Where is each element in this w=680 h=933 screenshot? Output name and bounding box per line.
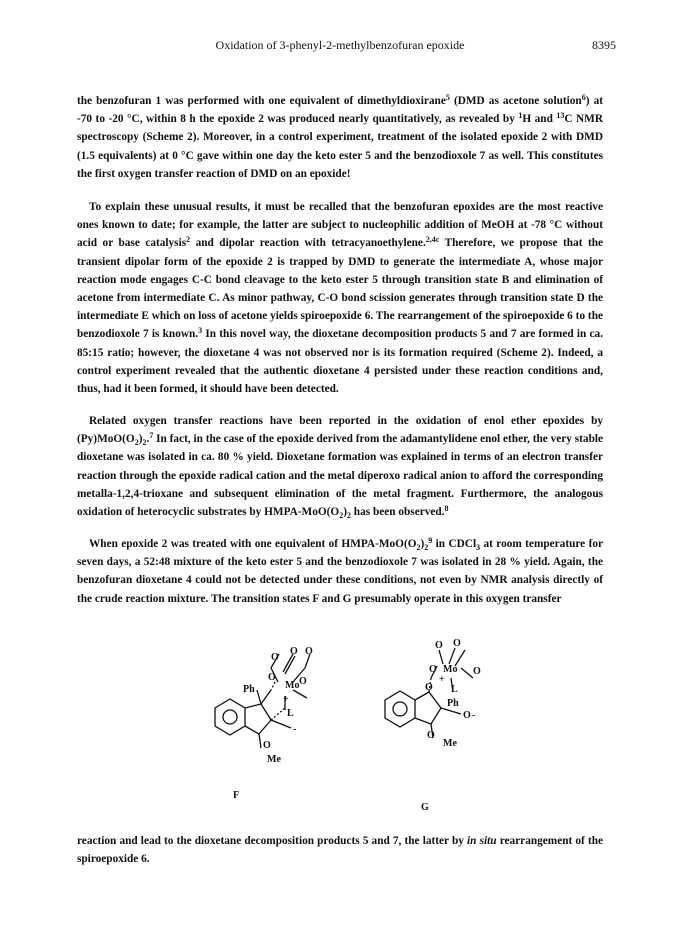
g-caption: G [421, 802, 429, 813]
page-number: 8395 [592, 38, 616, 52]
g-methyl-label: Me [443, 738, 457, 749]
g-oxygen-label: O [427, 730, 435, 741]
paragraph-4-text: When epoxide 2 was treated with one equivalent of HMPA-$MoO(O_2)_2^9$ in CDCl$_3$ at room temperature for seven days, a 52:48 mixture of the keto ester 5 and the benzodioxole 7 was isolated in 28 % yield. Again, the benzofuran dioxetane 4 could not be detected under these conditions, not even by NMR analysis directly of the crude reaction mixture. The transition states F and G presumably operate in this oxygen transfer [77, 536, 603, 605]
f-oxygen-label: O [263, 740, 271, 751]
g-bond [429, 692, 441, 708]
f-oxo-label: O [299, 676, 307, 687]
f-bond [245, 704, 261, 708]
f-oxo-label: O [271, 652, 279, 663]
g-ligand-label: L [451, 684, 458, 695]
f-plus-label: + [283, 694, 289, 705]
f-partial-bond [271, 708, 285, 720]
g-oxo-label: O [435, 640, 443, 651]
f-molybdenum-label: Mo [285, 680, 300, 691]
g-oxygen-label: O [425, 682, 433, 693]
paragraph-1 [77, 92, 603, 183]
structures-svg [175, 620, 505, 825]
g-bond [461, 668, 473, 678]
running-title: Oxidation of 3-phenyl-2-methylbenzofuran epoxide [215, 38, 465, 52]
f-bond [259, 734, 261, 748]
transition-state-figure [175, 620, 505, 825]
f-partial-bond [271, 682, 275, 690]
f-oxo-label: O [290, 646, 298, 657]
g-bond [431, 708, 441, 724]
paragraph-5-text: reaction and lead to the dioxetane decomposition products 5 and 7, the latter by in situ rearrangement of the spiroepoxide 6. [77, 835, 604, 866]
f-bond [245, 726, 259, 734]
f-ligand-label: L [287, 708, 294, 719]
paragraph-5 [77, 832, 603, 868]
g-minus-label: - [472, 710, 476, 721]
g-plus-label: + [439, 674, 445, 685]
f-bond [257, 690, 261, 704]
f-bond [259, 720, 271, 734]
g-aromatic-circle [393, 702, 407, 716]
f-bond [261, 690, 271, 704]
f-caption: F [233, 790, 240, 801]
f-phenyl-label: Ph [243, 684, 255, 695]
structure-g-drawing [385, 648, 476, 738]
g-oxo-label: O [473, 666, 481, 677]
f-benzene-ring [215, 699, 245, 735]
f-minus-label: - [293, 724, 297, 735]
paragraph-4 [77, 535, 603, 608]
structure-g-labels [421, 638, 481, 813]
g-molybdenum-label: Mo [443, 664, 458, 675]
g-oxo-label: O [453, 638, 461, 649]
g-bond [415, 718, 431, 724]
g-phenyl-label: Ph [447, 698, 459, 709]
paragraph-1-text: the benzofuran 1 was performed with one equivalent of dimethyldioxirane$^5$ (DMD as acetone solution$^6$) at -70 to -20 °C, within 8 h the epoxide 2 was produced nearly quantitatively, as revealed by $^1$H and $^{13}$C NMR spectroscopy (Scheme 2). Moreover, in a control experiment, treatment of the isolated epoxide 2 with DMD (1.5 equivalents) at 0 °C gave within one day the keto ester 5 and the benzodioxole 7 as well. This constitutes the first oxygen transfer reaction of DMD on an epoxide! [77, 93, 603, 180]
f-methyl-label: Me [267, 754, 281, 765]
f-bond [293, 690, 307, 698]
f-bond [261, 704, 271, 720]
paragraph-2 [77, 198, 603, 398]
paragraph-3 [77, 412, 603, 521]
page-header [0, 38, 680, 54]
f-bond [271, 720, 291, 728]
g-oxo-label: O [463, 710, 471, 721]
g-benzene-ring [385, 691, 415, 727]
paragraph-3-text: Related oxygen transfer reactions have been reported in the oxidation of enol ether epoxides by $(Py)MoO(O_2)_2.^7$ In fact, in the case of the epoxide derived from the adamantylidene enol ether, the very stable dioxetane was isolated in ca. 80 % yield. Dioxetane formation was explained in terms of an electron transfer reaction through the epoxide radical cation and the metal diperoxo radical anion to afford the corresponding metalla-1,2,4-trioxane and subsequent elimination of the metal fragment. Furthermore, the analogous oxidation of heterocyclic substrates by HMPA-$MoO(O_2)_2$ has been observed.$^8$ [77, 415, 603, 521]
f-aromatic-circle [223, 710, 237, 724]
g-bond [439, 650, 443, 664]
paragraph-2-text: To explain these unusual results, it must be recalled that the benzofuran epoxides are the most reactive ones known to date; for example, the latter are subject to nucleophilic addition of MeOH at -78 °C without acid or base catalysis$^2$ and dipolar reaction with tetracyanoethylene.$^{2,4c}$ Therefore, we propose that the transient dipolar form of the epoxide 2 is trapped by DMD to generate the intermediate A, whose major reaction mode engages C-C bond cleavage to the keto ester 5 through transition state B and elimination of acetone from intermediate C. As minor pathway, C-O bond scission generates through transition state D the intermediate E which on loss of acetone yields spiroepoxide 6. The rearrangement of the spiroepoxide 6 to the benzodioxole 7 is known.$^3$ In this novel way, the dioxetane decomposition products 5 and 7 are formed in ca. 85:15 ratio; however, the dioxetane 4 was not observed nor is its formation required (Scheme 2). Indeed, a control experiment revealed that the authentic dioxetane 4 persisted under these reaction conditions and, thus, had it been formed, it should have been detected. [77, 201, 603, 396]
g-oxo-label: O [429, 664, 437, 675]
g-bond [449, 648, 455, 664]
g-bond [415, 692, 429, 700]
f-oxo-label: O [305, 646, 313, 657]
f-oxo-label: O [268, 672, 276, 683]
